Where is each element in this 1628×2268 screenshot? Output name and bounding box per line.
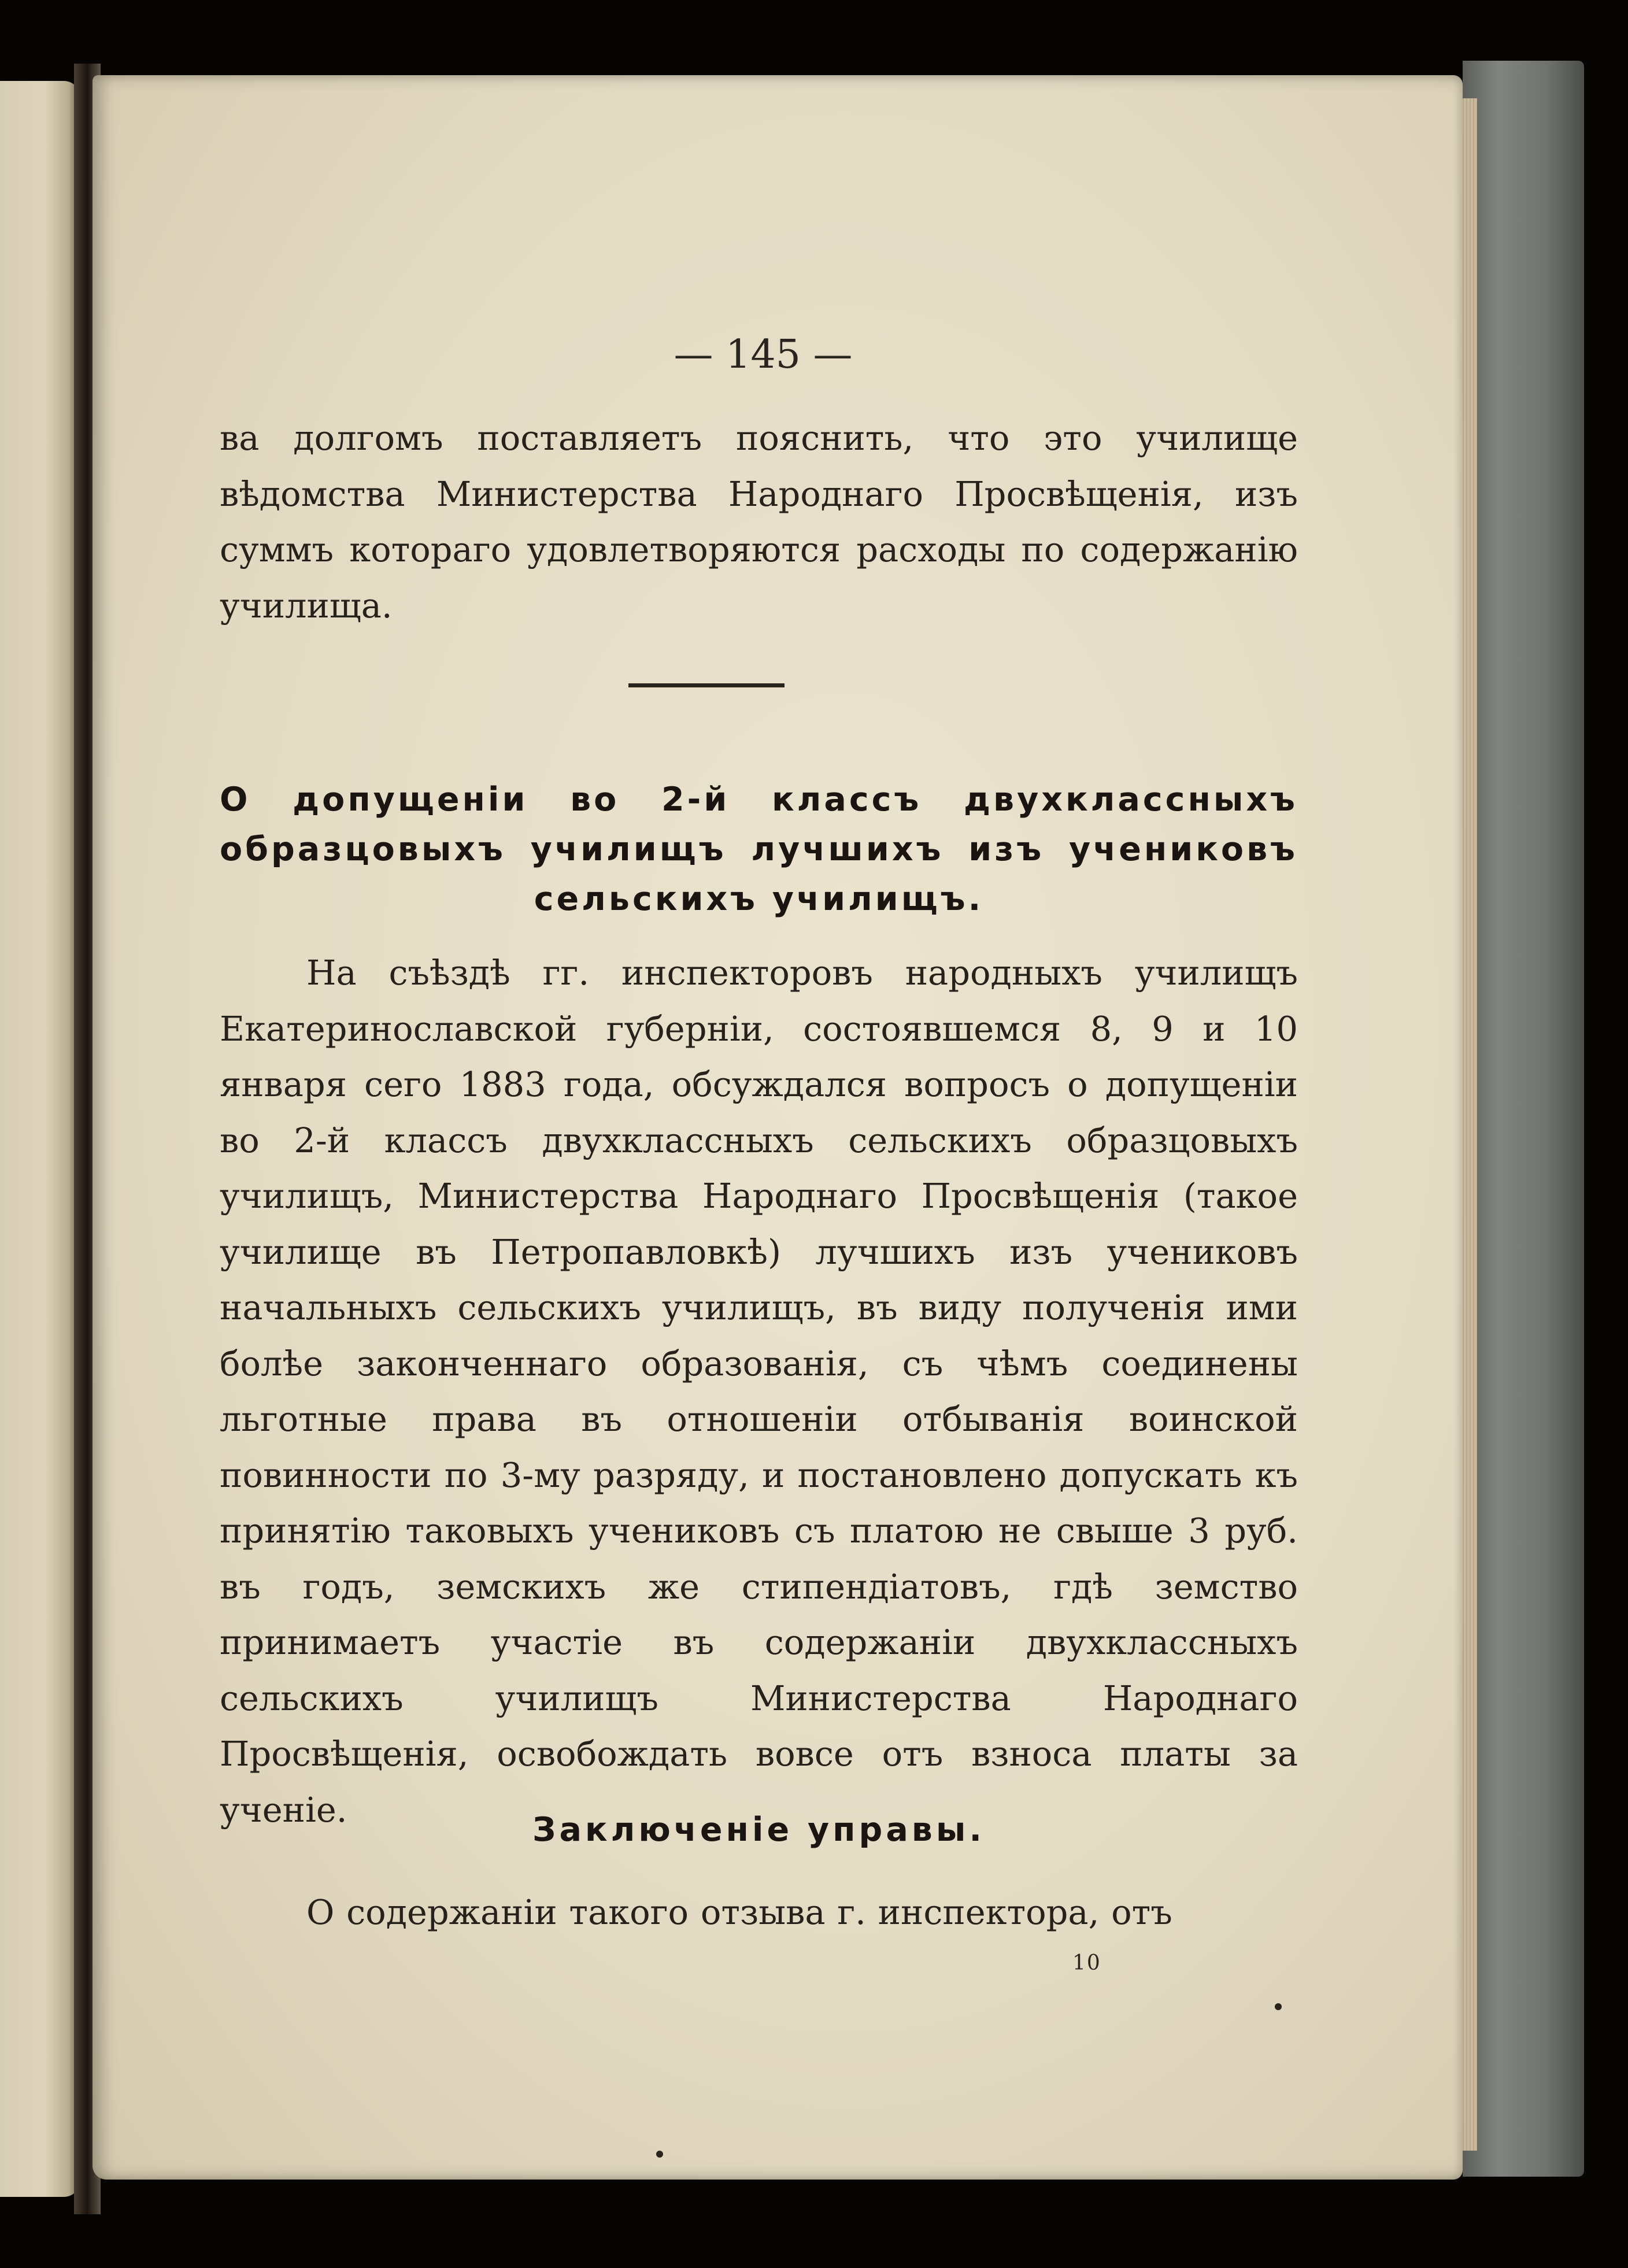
subheading: Заключеніе управы. bbox=[532, 1811, 986, 1849]
signature-mark: 10 bbox=[1072, 1951, 1101, 1975]
book-cover-board bbox=[1463, 61, 1584, 2177]
book-page bbox=[92, 75, 1463, 2180]
section-heading: О допущеніи во 2-й классъ двухклассныхъ образцовыхъ училищъ лучшихъ изъ учениковъ сельскихъ училищъ. bbox=[220, 780, 1298, 918]
ink-speck bbox=[656, 2151, 663, 2158]
left-page-edge bbox=[0, 81, 81, 2197]
main-paragraph-text: На съѣздѣ гг. инспекторовъ народныхъ училищъ Екатеринославской губерніи, состоявшемся 8, 9 и 10 января сего 1883 года, обсуждался вопросъ о допущеніи во 2-й классъ двухклассныхъ сельскихъ образцовыхъ училищъ, Министерства Народнаго Просвѣщенія (такое училище въ Петропавловкѣ) лучшихъ изъ учениковъ начальныхъ сельскихъ училищъ, въ виду полученія ими болѣе законченнаго образованія, съ чѣмъ соединены льготные права въ отношеніи отбыванія воинской повинности по 3-му разряду, и постановлено допускать къ принятію таковыхъ учениковъ съ платою не свыше 3 руб. въ годъ, земскихъ же стипендіатовъ, гдѣ земство принимаетъ участіе въ содержаніи двухклассныхъ сельскихъ училищъ Министерства Народнаго Просвѣщенія, освобождать вовсе отъ взноса платы за ученіе. bbox=[220, 953, 1298, 1830]
main-paragraph bbox=[220, 945, 1298, 1838]
page-number: — 145 — bbox=[674, 332, 853, 378]
top-paragraph: ва долгомъ поставляетъ пояснить, что это училище вѣдомства Министерства Народнаго Просвѣщенія, изъ суммъ котораго удовлетворяются расходы по содержанію училища. bbox=[220, 418, 1298, 626]
ink-speck bbox=[1275, 2003, 1282, 2010]
section-divider-rule bbox=[628, 683, 785, 687]
last-paragraph: О содержаніи такого отзыва г. инспектора, отъ bbox=[306, 1892, 1172, 1932]
